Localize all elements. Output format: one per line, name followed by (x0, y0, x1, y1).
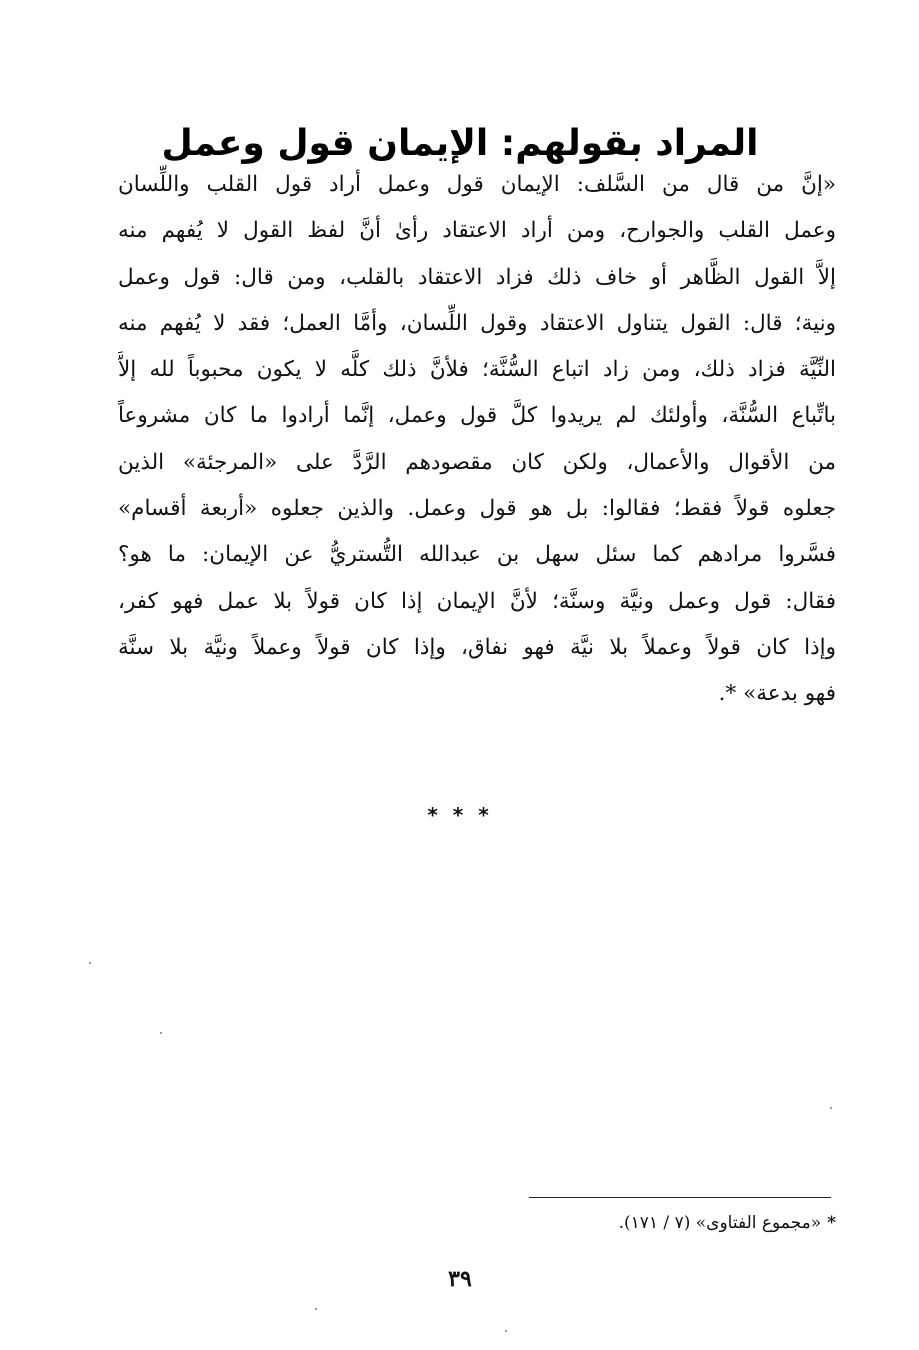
scan-speck (830, 1107, 832, 1109)
footnote-marker: * (827, 1213, 836, 1233)
body-line: وعمل القلب والجوارح، ومن أراد الاعتقاد رأىٰ أنَّ لفظ القول لا يُفهم منه (118, 218, 836, 244)
body-line: فسَّروا مرادهم كما سئل سهل بن عبدالله التُّستريُّ عن الإيمان: ما هو؟ (118, 542, 836, 568)
body-line: ونية؛ قال: القول يتناول الاعتقاد وقول اللِّسان، وأمَّا العمل؛ فقد لا يُفهم منه (118, 310, 836, 336)
body-line: إلاَّ القول الظَّاهر أو خاف ذلك فزاد الاعتقاد بالقلب، ومن قال: قول وعمل (118, 264, 836, 290)
body-paragraph (118, 162, 836, 718)
scan-speck (89, 962, 91, 964)
scan-speck (315, 1308, 317, 1310)
page-title: المراد بقولهم: الإيمان قول وعمل (161, 123, 759, 165)
scan-speck (505, 1330, 507, 1332)
scan-speck (160, 1032, 162, 1034)
body-line: من الأقوال والأعمال، ولكن كان مقصودهم الرَّدَّ على «المرجئة» الذين (118, 449, 836, 475)
body-line: باتِّباع السُّنَّة، وأولئك لم يريدوا كلَّ قول وعمل، إنَّما أرادوا ما كان مشروعاً (118, 403, 836, 429)
body-line: فهو بدعة» *. (718, 681, 836, 707)
footnote (400, 1208, 836, 1238)
body-line: النِّيَّة فزاد ذلك، ومن زاد اتباع السُّنَّة؛ فلأنَّ ذلك كلَّه لا يكون محبوباً لله إلاَّ (118, 357, 836, 383)
footnote-divider (529, 1197, 831, 1198)
body-line: جعلوه قولاً فقط؛ فقالوا: بل هو قول وعمل. والذين جعلوه «أربعة أقسام» (118, 496, 836, 522)
page-number: ٣٩ (448, 1266, 472, 1292)
footnote-text: «مجموع الفتاوى» (٧ / ١٧١). (618, 1213, 822, 1233)
body-line: وإذا كان قولاً وعملاً بلا نيَّة فهو نفاق، وإذا كان قولاً وعملاً ونيَّة بلا سنَّة (118, 634, 836, 660)
body-line: «إنَّ من قال من السَّلف: الإيمان قول وعمل أراد قول القلب واللِّسان (118, 172, 836, 197)
body-line: فقال: قول وعمل ونيَّة وسنَّة؛ لأنَّ الإيمان إذا كان قولاً بلا عمل فهو كفر، (118, 588, 836, 614)
section-separator: * * * (427, 803, 493, 827)
